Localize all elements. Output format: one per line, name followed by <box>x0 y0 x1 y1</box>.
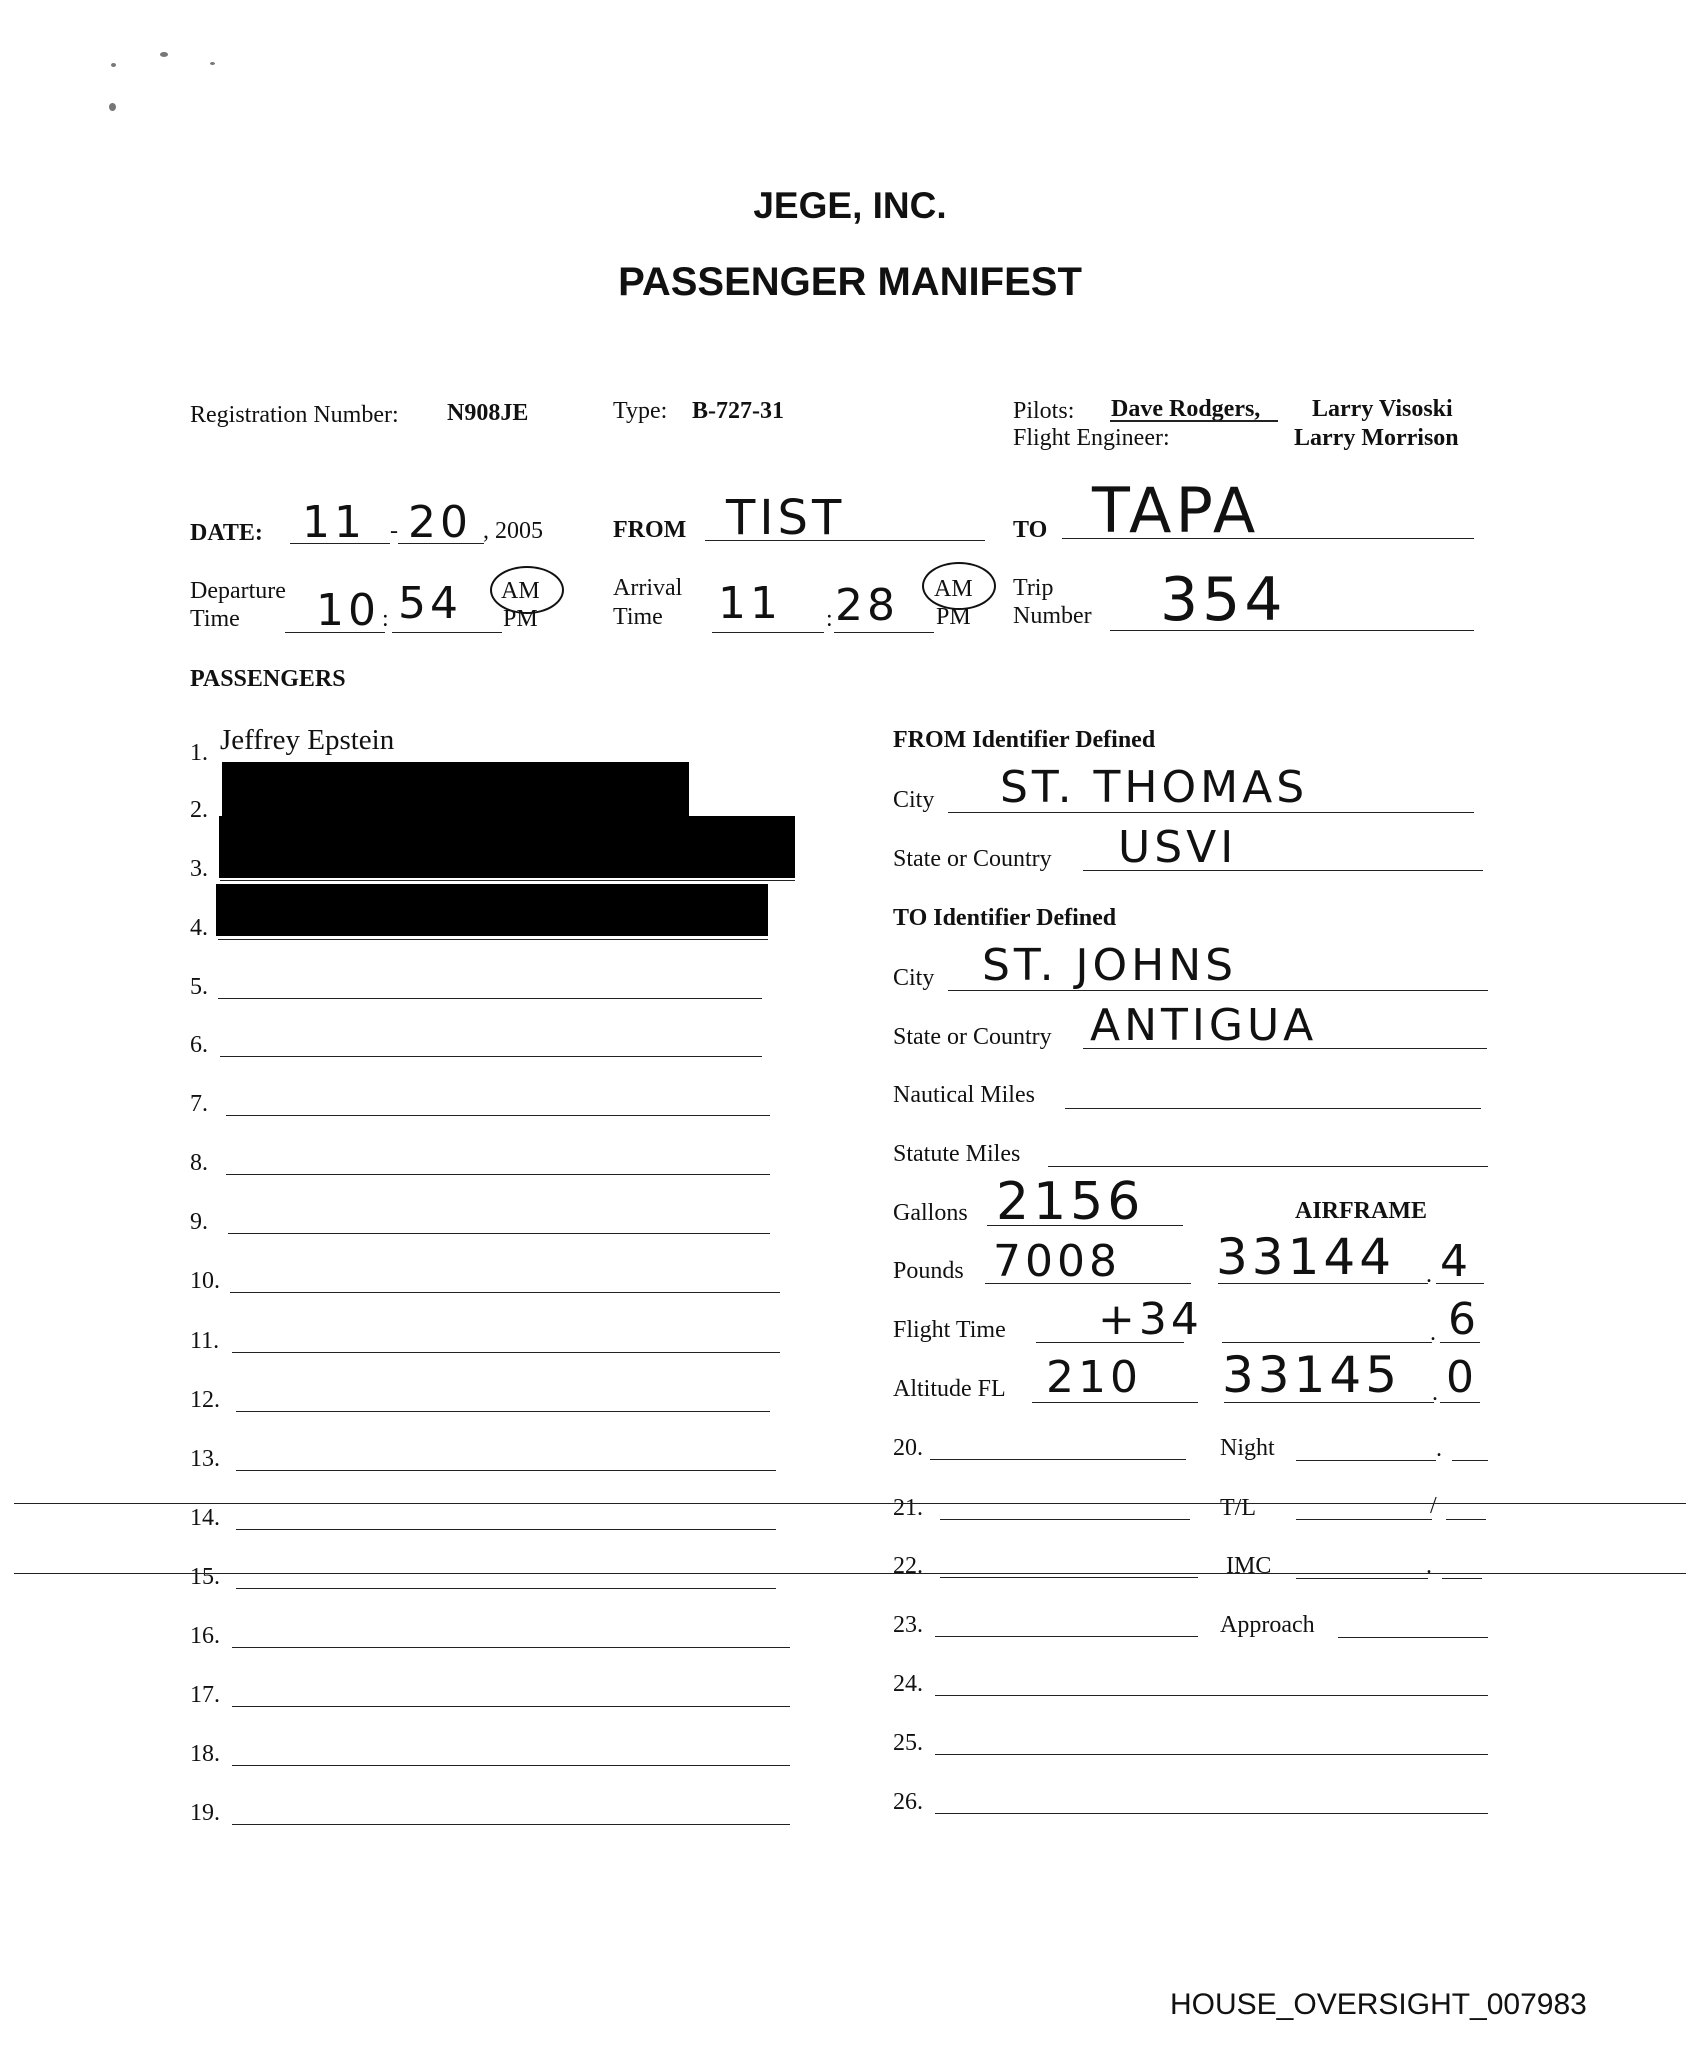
pounds-label: Pounds <box>893 1258 964 1284</box>
passenger-line <box>220 880 795 881</box>
trip-label: Trip <box>1013 575 1054 601</box>
passenger-number: 26. <box>893 1789 923 1815</box>
date-year: , 2005 <box>483 518 543 544</box>
to-city: ST. JOHNS <box>982 940 1238 991</box>
passenger-number: 6. <box>190 1032 208 1058</box>
passenger-line <box>940 1577 1198 1578</box>
to-state-label: State or Country <box>893 1024 1052 1050</box>
passenger-line <box>218 998 762 999</box>
pilots-label: Pilots: <box>1013 398 1075 424</box>
redaction-box <box>222 762 689 816</box>
airframe-end: 33145 <box>1222 1346 1402 1404</box>
passenger-number: 18. <box>190 1741 220 1767</box>
passenger-number: 14. <box>190 1505 220 1531</box>
passenger-number: 25. <box>893 1730 923 1756</box>
gallons-label: Gallons <box>893 1200 968 1226</box>
departure-am-circle <box>490 566 564 614</box>
departure-hour: 10 <box>316 585 380 636</box>
passenger-number: 8. <box>190 1150 208 1176</box>
arrival-am-circle <box>922 562 996 610</box>
date-label: DATE: <box>190 520 263 546</box>
from-identifier-heading: FROM Identifier Defined <box>893 727 1156 753</box>
from-value: TIST <box>726 490 846 546</box>
passenger-line <box>236 1470 776 1471</box>
passenger-line <box>226 1115 770 1116</box>
passenger-line <box>940 1519 1190 1520</box>
engineer-name: Larry Morrison <box>1294 425 1459 451</box>
page-title: PASSENGER MANIFEST <box>618 260 1082 304</box>
altitude-label: Altitude FL <box>893 1376 1006 1402</box>
approach-label: Approach <box>1220 1612 1315 1638</box>
arrival-colon: : <box>826 606 833 632</box>
type-value: B-727-31 <box>692 398 784 424</box>
passenger-number: 24. <box>893 1671 923 1697</box>
passenger-line <box>236 1529 776 1530</box>
arrival-hour: 11 <box>718 578 782 629</box>
scan-speck <box>109 103 116 111</box>
strike-rule <box>14 1573 1686 1574</box>
passenger-line <box>935 1813 1488 1814</box>
to-value: TAPA <box>1092 474 1260 547</box>
imc-label: IMC <box>1226 1553 1272 1579</box>
night-dot: . <box>1436 1436 1442 1462</box>
altitude-value: 210 <box>1046 1352 1142 1403</box>
nautical-miles-line <box>1065 1108 1481 1109</box>
departure-minute-line <box>392 632 502 633</box>
trip-label-number: Number <box>1013 603 1092 629</box>
airframe-end-dot: . <box>1432 1380 1438 1406</box>
arrival-label-time: Time <box>613 604 663 630</box>
passenger-line <box>226 1174 770 1175</box>
arrival-minute-line <box>834 632 934 633</box>
imc-dot: . <box>1426 1553 1432 1579</box>
scan-speck <box>210 62 215 65</box>
passenger-number: 22. <box>893 1553 923 1579</box>
to-city-label: City <box>893 965 935 991</box>
passenger-number: 13. <box>190 1446 220 1472</box>
redaction-box <box>219 816 795 878</box>
tl-line-2 <box>1446 1519 1486 1520</box>
airframe-start-dec: 4 <box>1440 1236 1472 1287</box>
airframe-add-line <box>1222 1342 1432 1343</box>
tl-label: T/L <box>1220 1495 1256 1521</box>
passenger-line <box>232 1824 790 1825</box>
date-dash: - <box>390 518 398 544</box>
passenger-line <box>930 1459 1186 1460</box>
passenger-number: 20. <box>893 1435 923 1461</box>
from-city: ST. THOMAS <box>1000 762 1309 813</box>
tl-slash: / <box>1430 1493 1437 1519</box>
passenger-line <box>935 1695 1488 1696</box>
registration-label: Registration Number: <box>190 402 399 428</box>
arrival-minute: 28 <box>835 580 899 631</box>
night-label: Night <box>1220 1435 1275 1461</box>
type-label: Type: <box>613 398 668 424</box>
passenger-number: 21. <box>893 1495 923 1521</box>
trip-value: 354 <box>1160 565 1287 635</box>
strike-rule <box>14 1503 1686 1504</box>
airframe-add-dot: . <box>1430 1320 1436 1346</box>
flight-time-value: +34 <box>1098 1294 1203 1345</box>
from-city-label: City <box>893 787 935 813</box>
arrival-am: AM <box>934 576 973 602</box>
passenger-number: 10. <box>190 1268 220 1294</box>
arrival-hour-line <box>712 632 824 633</box>
departure-am: AM <box>501 578 540 604</box>
passenger-line <box>236 1411 770 1412</box>
scan-speck <box>160 52 168 57</box>
airframe-start: 33144 <box>1216 1228 1396 1286</box>
departure-minute: 54 <box>398 578 462 629</box>
from-state: USVI <box>1118 822 1238 873</box>
flight-time-label: Flight Time <box>893 1317 1006 1343</box>
passenger-number: 12. <box>190 1387 220 1413</box>
pilot-underline <box>1110 420 1278 422</box>
registration-value: N908JE <box>447 400 529 426</box>
bates-number: HOUSE_OVERSIGHT_007983 <box>1170 1988 1587 2021</box>
passenger-number: 9. <box>190 1209 208 1235</box>
passenger-number: 23. <box>893 1612 923 1638</box>
night-dec-line <box>1452 1460 1488 1461</box>
engineer-label: Flight Engineer: <box>1013 425 1170 451</box>
departure-colon: : <box>382 606 389 632</box>
to-identifier-heading: TO Identifier Defined <box>893 905 1117 931</box>
passenger-line <box>232 1706 790 1707</box>
passenger-number: 19. <box>190 1800 220 1826</box>
date-month: 11 <box>302 497 366 548</box>
passenger-name: Jeffrey Epstein <box>220 724 395 756</box>
departure-label: Departure <box>190 578 286 604</box>
passenger-number: 3. <box>190 856 208 882</box>
passenger-number: 17. <box>190 1682 220 1708</box>
passenger-number: 15. <box>190 1564 220 1590</box>
pilot-2: Larry Visoski <box>1312 396 1453 422</box>
pilot-1: Dave Rodgers, <box>1111 396 1261 422</box>
departure-pm: PM <box>503 606 538 632</box>
passenger-line <box>230 1292 780 1293</box>
departure-label-time: Time <box>190 606 240 632</box>
airframe-end-dec: 0 <box>1446 1352 1478 1403</box>
passenger-number: 5. <box>190 974 208 1000</box>
passenger-number: 1. <box>190 740 208 766</box>
date-day: 20 <box>408 497 472 548</box>
scan-speck <box>111 63 116 67</box>
passenger-number: 7. <box>190 1091 208 1117</box>
company-name: JEGE, INC. <box>753 185 947 226</box>
statute-miles-label: Statute Miles <box>893 1141 1021 1167</box>
passenger-line <box>228 1233 770 1234</box>
passenger-line <box>935 1636 1198 1637</box>
passenger-number: 16. <box>190 1623 220 1649</box>
nautical-miles-label: Nautical Miles <box>893 1082 1035 1108</box>
tl-line <box>1296 1519 1432 1520</box>
passenger-line <box>232 1765 790 1766</box>
passenger-line <box>232 1647 790 1648</box>
passenger-number: 4. <box>190 915 208 941</box>
to-label: TO <box>1013 517 1048 543</box>
imc-dec-line <box>1442 1578 1482 1579</box>
approach-line <box>1338 1637 1488 1638</box>
passenger-number: 2. <box>190 797 208 823</box>
arrival-label: Arrival <box>613 575 683 601</box>
passenger-line <box>218 939 768 940</box>
statute-miles-line <box>1048 1166 1488 1167</box>
passenger-number: 11. <box>190 1328 220 1354</box>
to-state: ANTIGUA <box>1090 1000 1318 1051</box>
airframe-heading: AIRFRAME <box>1295 1198 1427 1224</box>
passenger-line <box>236 1588 776 1589</box>
passenger-line <box>935 1754 1488 1755</box>
passenger-line <box>232 1352 780 1353</box>
passenger-line <box>220 1056 762 1057</box>
passengers-heading: PASSENGERS <box>190 666 346 692</box>
airframe-add-dec: 6 <box>1448 1294 1480 1345</box>
from-label: FROM <box>613 517 687 543</box>
arrival-pm: PM <box>936 604 971 630</box>
night-line <box>1296 1460 1436 1461</box>
airframe-start-dot: . <box>1426 1262 1432 1288</box>
redaction-box <box>216 884 768 936</box>
from-state-label: State or Country <box>893 846 1052 872</box>
imc-line <box>1296 1578 1428 1579</box>
gallons-value: 2156 <box>996 1172 1145 1232</box>
pounds-value: 7008 <box>993 1236 1121 1287</box>
